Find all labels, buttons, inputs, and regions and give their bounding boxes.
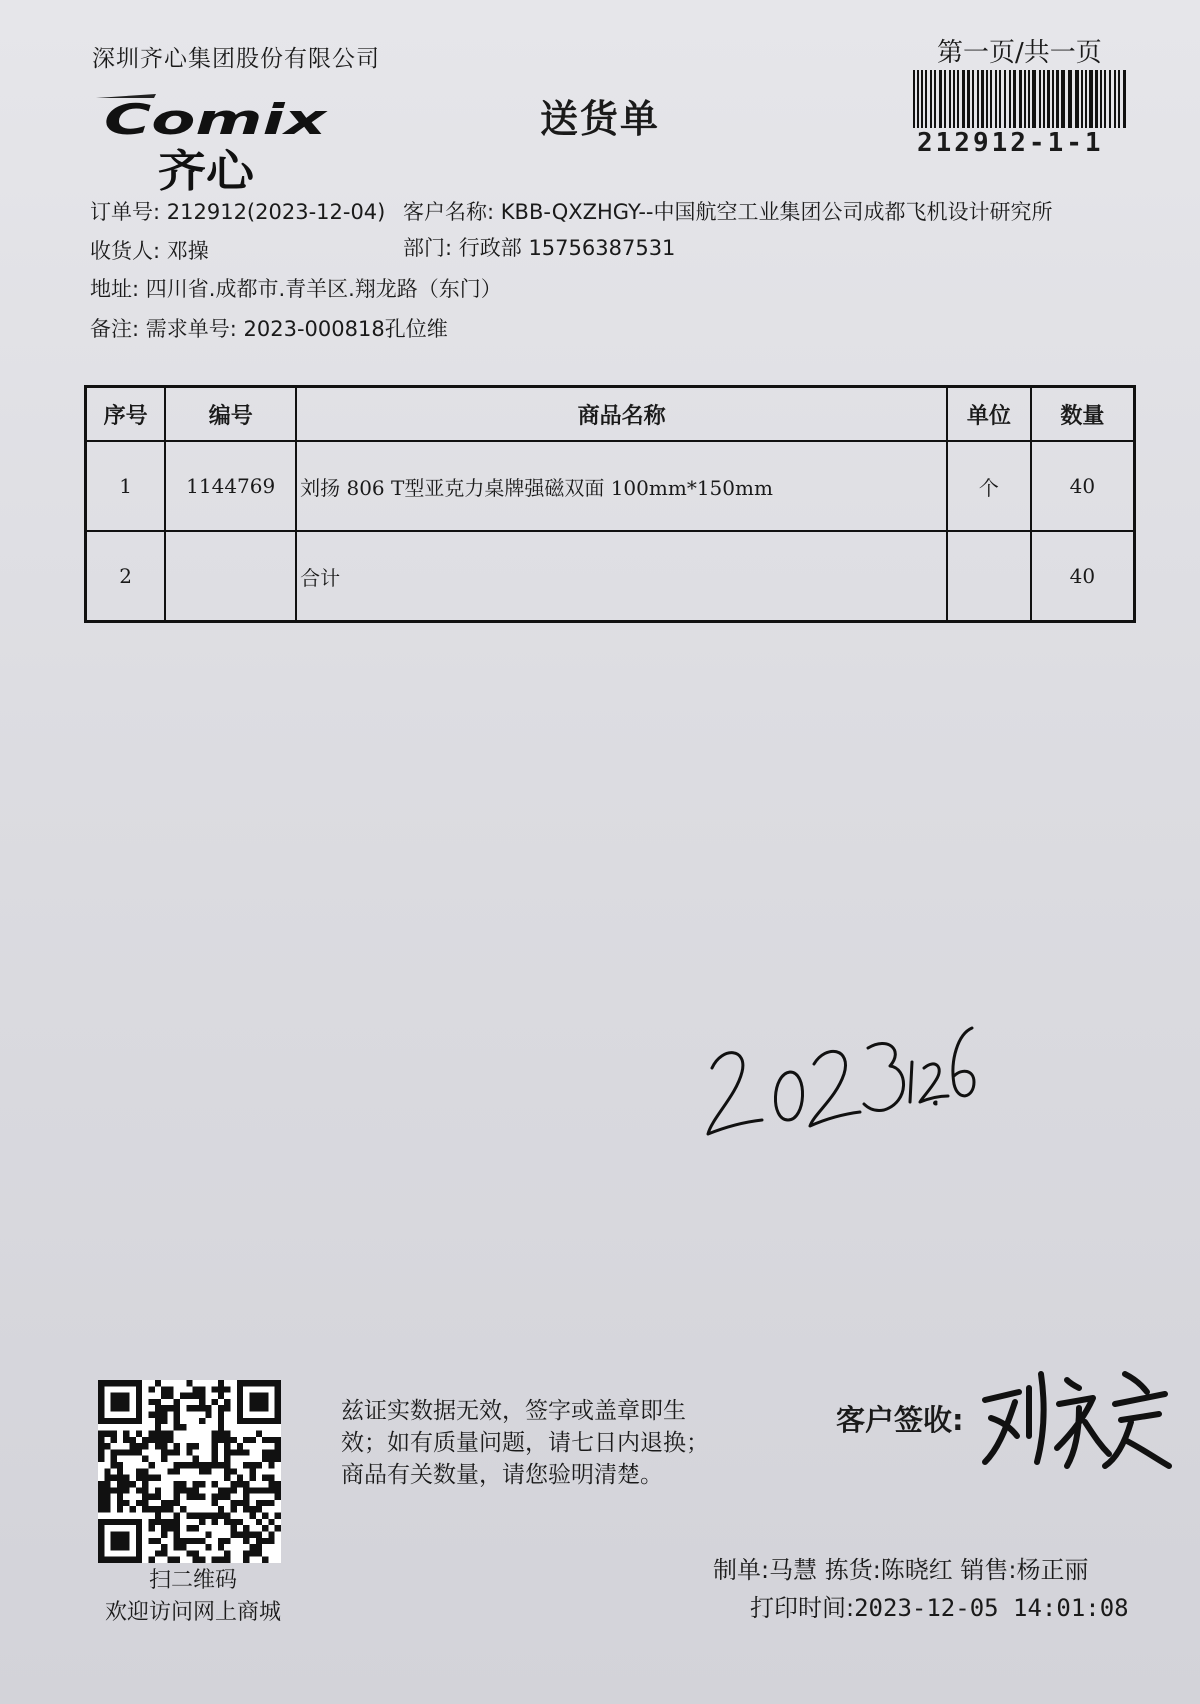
cell-unit	[947, 531, 1031, 622]
print-time-line	[750, 1588, 1129, 1623]
remark-label: 备注:	[90, 317, 140, 341]
table-row	[86, 441, 1135, 531]
receiver-label: 收货人:	[90, 239, 161, 263]
document-title: 送货单	[540, 97, 661, 141]
qr-caption	[78, 1565, 308, 1629]
order-number-label: 订单号:	[90, 200, 161, 224]
handwritten-date	[700, 1010, 980, 1150]
table-row-total	[86, 531, 1135, 622]
cell-code: 1144769	[165, 441, 296, 531]
barcode-number: 212912-1-1	[917, 128, 1104, 158]
svg-text:齐心: 齐心	[158, 146, 257, 192]
print-time-label: 打印时间:	[750, 1594, 855, 1622]
customer-sign-label: 客户签收:	[836, 1403, 964, 1437]
barcode	[913, 70, 1129, 128]
order-number-line	[90, 196, 385, 226]
comix-logo	[96, 92, 346, 192]
department-label: 部门:	[403, 236, 453, 260]
header-seq: 序号	[86, 387, 166, 442]
address-label: 地址:	[90, 277, 140, 301]
order-number: 212912(2023-12-04)	[166, 200, 386, 224]
svg-text:Comix: Comix	[104, 95, 329, 144]
remark: 需求单号: 2023-000818孔位维	[145, 317, 448, 341]
address: 四川省.成都市.青羊区.翔龙路（东门）	[145, 277, 502, 301]
cell-quantity: 40	[1031, 441, 1135, 531]
qr-caption-line2: 欢迎访问网上商城	[104, 1600, 281, 1625]
notice-line: 商品有关数量，请您验明清楚。	[341, 1462, 663, 1488]
staff-line: 制单:马慧 拣货:陈晓红 销售:杨正丽	[713, 1556, 1089, 1584]
notice-line: 兹证实数据无效，签字或盖章即生	[341, 1398, 686, 1424]
header-quantity: 数量	[1031, 387, 1135, 442]
remark-line	[90, 313, 448, 343]
cell-quantity: 40	[1031, 531, 1135, 622]
receiver-name: 邓操	[166, 239, 209, 263]
cell-code	[165, 531, 296, 622]
page-info: 第一页/共一页	[937, 38, 1102, 68]
qr-caption-line1: 扫二维码	[148, 1568, 237, 1593]
cell-unit: 个	[947, 441, 1031, 531]
notice-text	[341, 1395, 741, 1491]
items-table	[84, 385, 1136, 623]
header-product-name: 商品名称	[296, 387, 947, 442]
company-name: 深圳齐心集团股份有限公司	[92, 46, 380, 72]
header-unit: 单位	[947, 387, 1031, 442]
department: 行政部 15756387531	[458, 236, 676, 260]
customer-name-label: 客户名称:	[403, 200, 495, 224]
print-time: 2023-12-05 14:01:08	[854, 1594, 1129, 1622]
address-line	[90, 273, 502, 303]
cell-product-name: 合计	[296, 531, 947, 622]
notice-line: 效；如有质量问题，请七日内退换；	[341, 1430, 709, 1456]
cell-seq: 2	[86, 531, 166, 622]
customer-signature	[975, 1362, 1175, 1474]
cell-product-name: 刘扬 806 T型亚克力桌牌强磁双面 100mm*150mm	[296, 441, 947, 531]
header-code: 编号	[165, 387, 296, 442]
receiver-line	[90, 235, 209, 265]
customer-name-line	[403, 196, 1053, 226]
department-line	[403, 232, 675, 262]
table-header-row	[86, 387, 1135, 442]
qr-code	[98, 1380, 281, 1563]
customer-name: KBB-QXZHGY--中国航空工业集团公司成都飞机设计研究所	[500, 200, 1053, 224]
cell-seq: 1	[86, 441, 166, 531]
